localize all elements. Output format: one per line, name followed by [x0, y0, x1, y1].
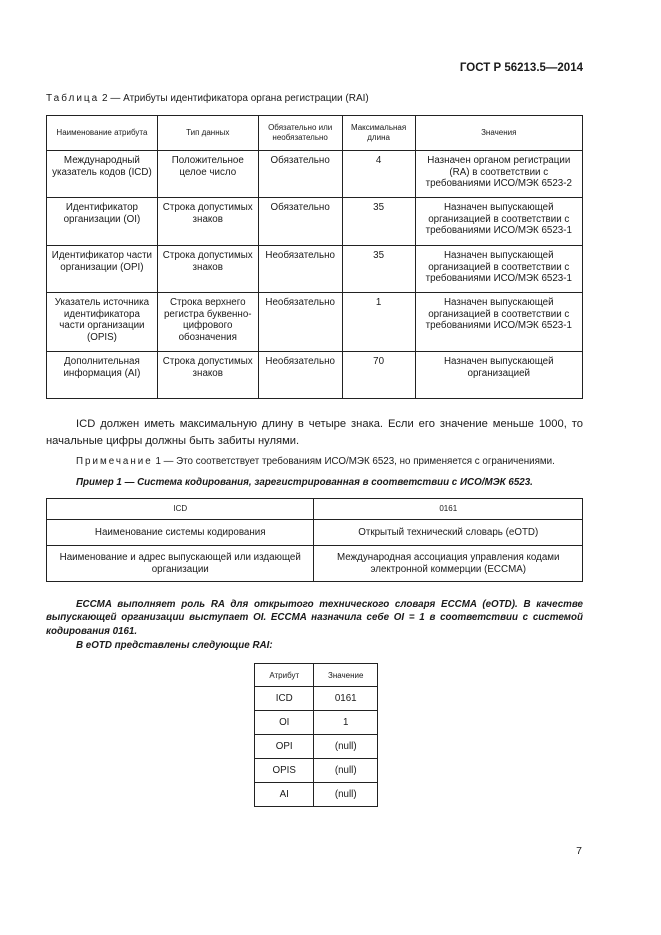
document-header: ГОСТ Р 56213.5—2014	[459, 62, 583, 74]
table-cell: (null)	[314, 735, 378, 759]
column-header: Значение	[314, 664, 378, 687]
table-cell: Обязательно	[258, 198, 342, 246]
column-header: ICD	[47, 499, 314, 520]
icd-length-paragraph: ICD должен иметь максимальную длину в четыре знака. Если его значение меньше 1000, то начальные цифры должны быть забиты нулями.	[46, 418, 583, 447]
table-cell: Строка допустимых знаков	[157, 198, 258, 246]
table-row	[47, 293, 583, 352]
table-cell: Строка допустимых знаков	[157, 352, 258, 399]
table-cell: 1	[314, 711, 378, 735]
table-cell: Строка верхнего регистра буквенно-цифрового обозначения	[157, 293, 258, 352]
table-cell: Назначен выпускающей организацией в соответствии с требованиями ИСО/МЭК 6523-1	[415, 198, 582, 246]
table-cell: 0161	[314, 687, 378, 711]
table-cell: Обязательно	[258, 151, 342, 198]
table-cell: 70	[342, 352, 415, 399]
table-cell: Открытый технический словарь (eOTD)	[314, 520, 583, 546]
column-header: Тип данных	[157, 116, 258, 151]
table-row	[47, 198, 583, 246]
table-header-row	[255, 664, 378, 687]
example-1-title: Пример 1 — Система кодирования, зарегистрированная в соответствии с ИСО/МЭК 6523.	[76, 477, 533, 488]
table-cell: OI	[255, 711, 314, 735]
eccma-paragraph: ECCMA выполняет роль RA для открытого технического словаря ECCMA (eOTD). В качестве выпускающей организации выступает OI. ECCMA назначила себе OI = 1 в соответствии с системой кодирования 0161.	[46, 599, 583, 637]
table-cell: Назначен выпускающей организацией в соответствии с требованиями ИСО/МЭК 6523-1	[415, 246, 582, 293]
table-cell: Необязательно	[258, 246, 342, 293]
table-cell: AI	[255, 783, 314, 807]
table-row	[47, 520, 583, 546]
table2-caption-label: Таблица	[46, 93, 100, 104]
column-header: Обязательно или необязательно	[258, 116, 342, 151]
table-cell: Международный указатель кодов (ICD)	[47, 151, 158, 198]
table-row	[255, 783, 378, 807]
table-cell: 1	[342, 293, 415, 352]
table2-caption	[46, 93, 369, 104]
table-cell: Международная ассоциация управления кодами электронной коммерции (ECCMA)	[314, 546, 583, 582]
table-cell: Идентификатор организации (OI)	[47, 198, 158, 246]
table-cell: Назначен выпускающей организацией в соответствии с требованиями ИСО/МЭК 6523-1	[415, 293, 582, 352]
eotd-rai-intro: В eOTD представлены следующие RAI:	[76, 640, 273, 651]
column-header: 0161	[314, 499, 583, 520]
table-row	[255, 687, 378, 711]
table-cell: Дополнительная информация (AI)	[47, 352, 158, 399]
column-header: Наименование атрибута	[47, 116, 158, 151]
note-label: Примечание	[76, 456, 153, 467]
table-cell: Необязательно	[258, 352, 342, 399]
table-header-row	[47, 499, 583, 520]
table-cell: 35	[342, 246, 415, 293]
column-header: Атрибут	[255, 664, 314, 687]
table-cell: Строка допустимых знаков	[157, 246, 258, 293]
table-cell: (null)	[314, 783, 378, 807]
table-row	[255, 711, 378, 735]
table-cell: Положительное целое число	[157, 151, 258, 198]
table-header-row	[47, 116, 583, 151]
table-cell: Необязательно	[258, 293, 342, 352]
table-cell: (null)	[314, 759, 378, 783]
coding-system-table	[46, 498, 583, 582]
table-row	[47, 246, 583, 293]
table-row	[47, 352, 583, 399]
table-row	[255, 735, 378, 759]
eotd-rai-table	[254, 663, 378, 807]
table-cell: 4	[342, 151, 415, 198]
table-cell: Указатель источника идентификатора части организации (OPIS)	[47, 293, 158, 352]
column-header: Значения	[415, 116, 582, 151]
table-cell: OPI	[255, 735, 314, 759]
table-cell: Назначен органом регистрации (RA) в соответствии с требованиями ИСО/МЭК 6523-2	[415, 151, 582, 198]
note-text: 1 — Это соответствует требованиям ИСО/МЭК 6523, но применяется с ограничениями.	[152, 456, 555, 467]
rai-attributes-table	[46, 115, 583, 399]
table-cell: OPIS	[255, 759, 314, 783]
table-row	[255, 759, 378, 783]
page-number: 7	[576, 845, 582, 857]
table-row	[47, 546, 583, 582]
table-cell: Наименование и адрес выпускающей или издающей организации	[47, 546, 314, 582]
table-cell: 35	[342, 198, 415, 246]
note-1	[76, 456, 555, 467]
table2-caption-title: 2 — Атрибуты идентификатора органа регистрации (RAI)	[99, 93, 369, 104]
table-cell: Назначен выпускающей организацией	[415, 352, 582, 399]
table-row	[47, 151, 583, 198]
table-cell: Наименование системы кодирования	[47, 520, 314, 546]
table-cell: ICD	[255, 687, 314, 711]
column-header: Максимальная длина	[342, 116, 415, 151]
table-cell: Идентификатор части организации (OPI)	[47, 246, 158, 293]
